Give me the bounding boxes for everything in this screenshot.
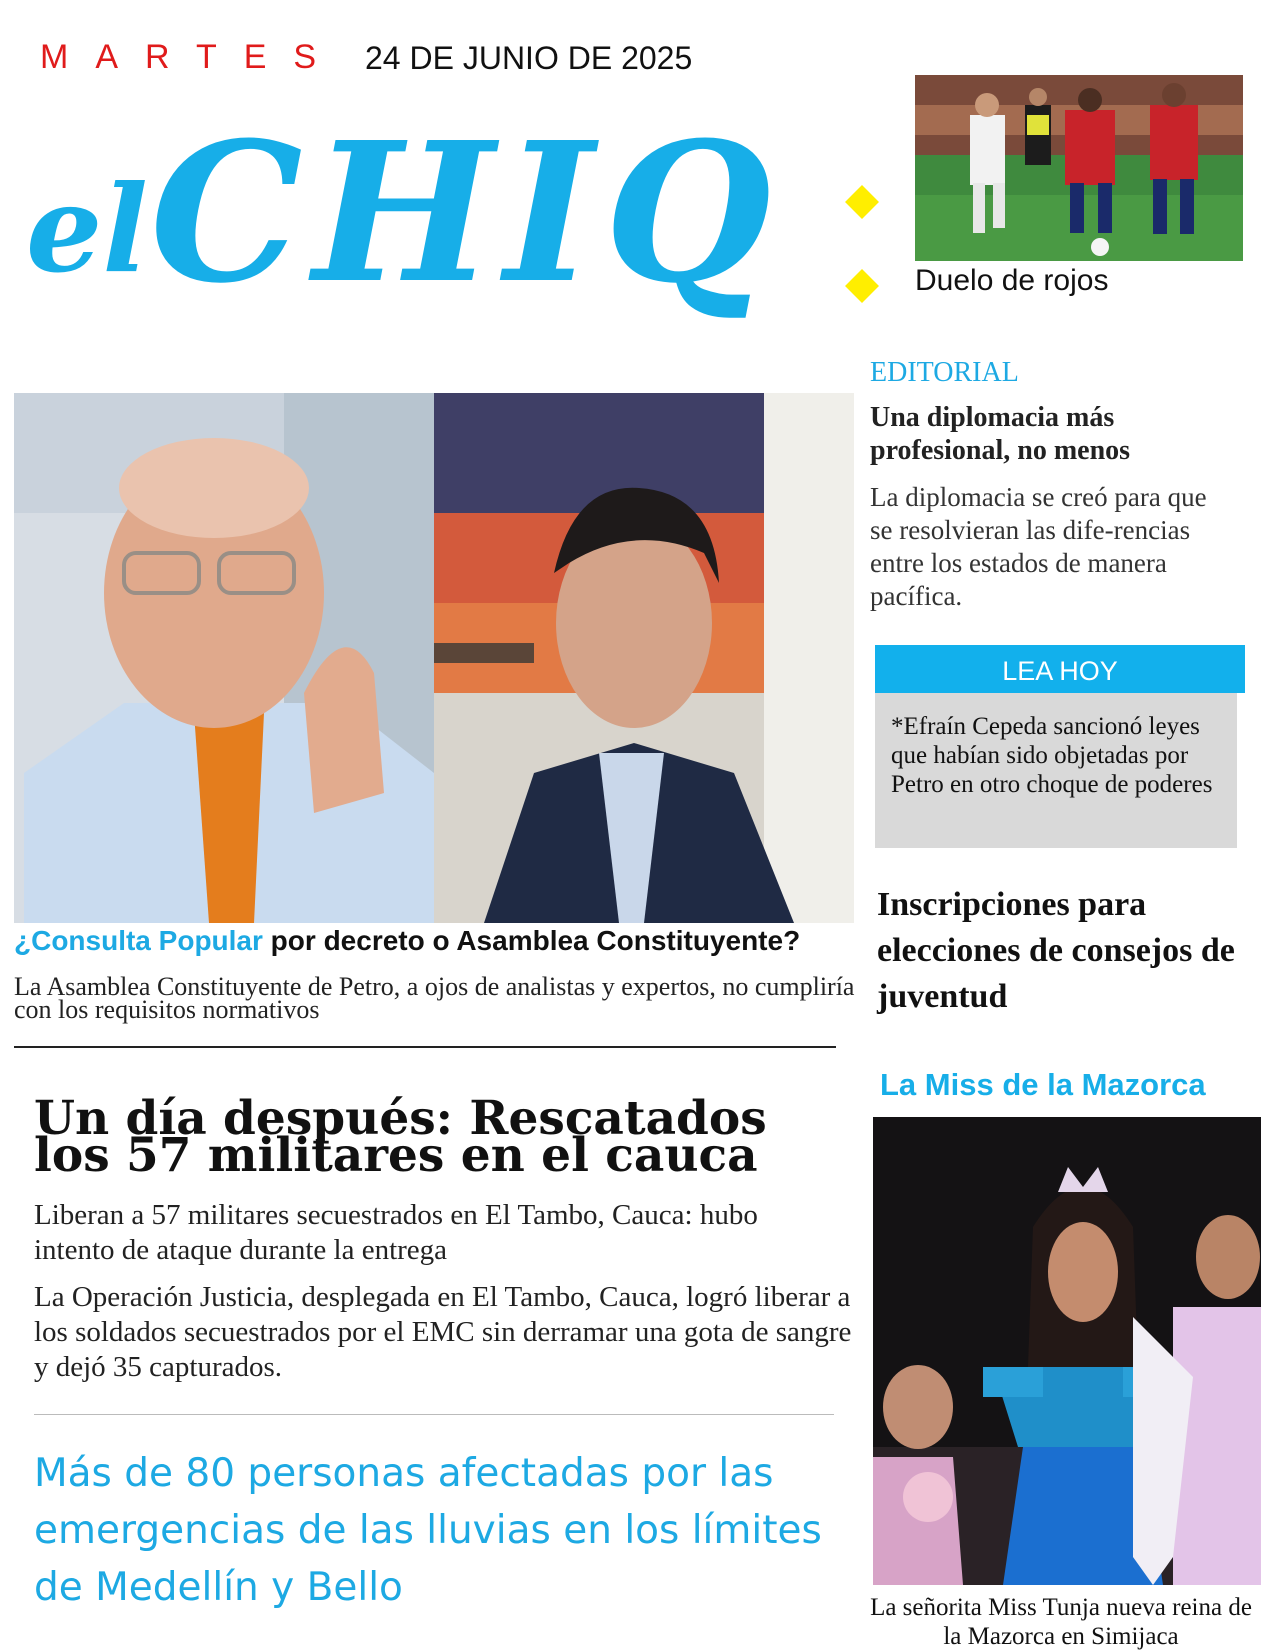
rescate-headline[interactable]: Un día después: Rescatados los 57 militares en el cauca <box>34 1091 767 1183</box>
rescate-body: La Operación Justicia, desplegada en El Tambo, Cauca, logró liberar a los soldados secuestrados por el EMC sin derramar una gota de sangre y dejó 35 capturados. <box>34 1281 852 1383</box>
consulta-subhead: La Asamblea Constituyente de Petro, a ojos de analistas y expertos, no cumpliría con los requisitos normativos <box>14 972 855 1024</box>
editorial-title[interactable]: Una diplomacia más profesional, no menos <box>870 402 1131 466</box>
weekday-label: MARTES <box>40 38 344 76</box>
logo-prefix: el <box>26 159 148 300</box>
miss-photo[interactable] <box>873 1117 1261 1585</box>
editorial-label: EDITORIAL <box>870 357 1019 388</box>
miss-caption: La señorita Miss Tunja nueva reina de la Mazorca en Simijaca <box>870 1594 1252 1650</box>
lead-story-photo[interactable] <box>14 393 854 923</box>
consulta-highlight: ¿Consulta Popular <box>14 925 263 956</box>
rescate-subhead: Liberan a 57 militares secuestrados en El Tambo, Cauca: hubo intento de ataque durante la entrega <box>34 1199 758 1266</box>
lea-hoy-link[interactable]: *Efraín Cepeda sancionó leyes que habían sido objetadas por Petro en otro choque de poderes <box>891 713 1213 798</box>
lluvias-headline[interactable]: Más de 80 personas afectadas por las emergencias de las lluvias en los límites de Medellín y Bello <box>34 1451 822 1610</box>
soccer-photo[interactable] <box>915 75 1243 261</box>
logo-diamond-top <box>845 185 879 219</box>
editorial-body: La diplomacia se creó para que se resolvieran las dife-rencias entre los estados de manera pacífica. <box>870 482 1207 611</box>
logo-main: CHIQ <box>150 101 782 326</box>
section-divider <box>34 1414 834 1415</box>
lea-hoy-header: LEA HOY <box>875 645 1245 693</box>
logo-diamond-bottom <box>845 269 879 303</box>
date-label: 24 DE JUNIO DE 2025 <box>365 40 693 76</box>
miss-headline[interactable]: La Miss de la Mazorca <box>880 1067 1206 1102</box>
section-divider <box>14 1046 836 1048</box>
consulta-rest: por decreto o Asamblea Constituyente? <box>262 925 801 956</box>
consulta-headline[interactable] <box>14 925 864 957</box>
inscripciones-headline[interactable]: Inscripciones para elecciones de consejos de juventud <box>877 886 1235 1015</box>
soccer-caption: Duelo de rojos <box>915 264 1109 297</box>
